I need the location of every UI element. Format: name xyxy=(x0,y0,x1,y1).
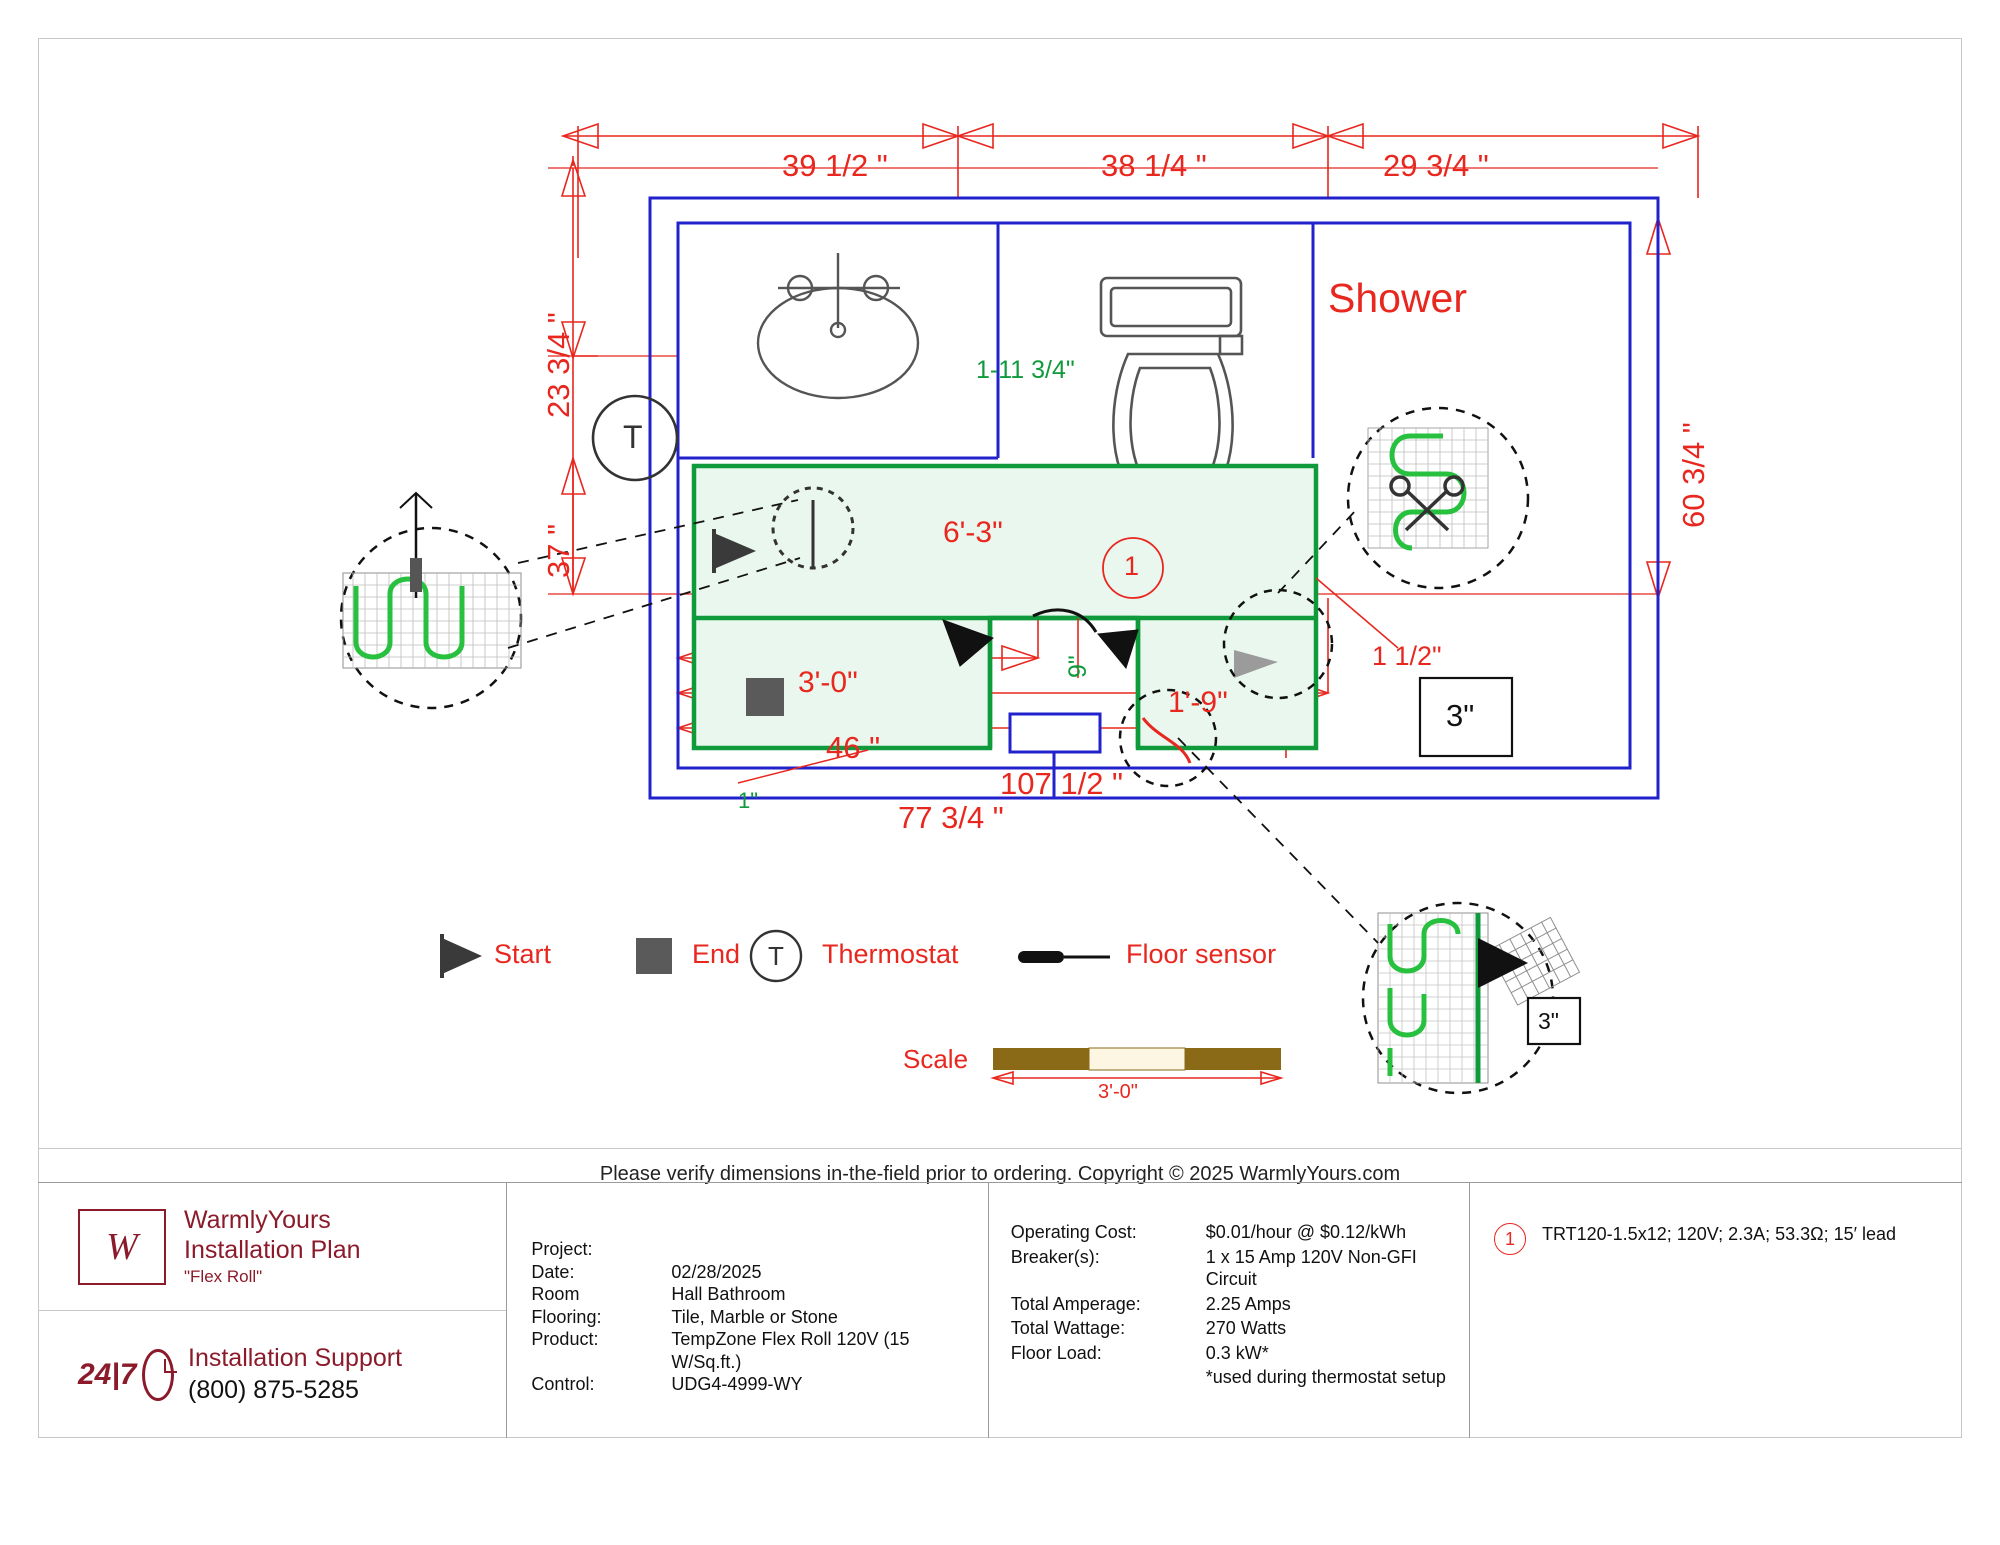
detail-box-bottom-label: 3" xyxy=(1538,1008,1559,1034)
dim-bottom-2: 107 1/2 " xyxy=(1000,766,1124,801)
electrical-key: Floor Load: xyxy=(1010,1342,1102,1363)
project-row xyxy=(531,1373,987,1396)
dim-bottom-3: 77 3/4 " xyxy=(898,800,1004,835)
floor-plan-svg xyxy=(38,38,1962,1148)
project-row xyxy=(531,1306,987,1329)
electrical-table xyxy=(989,1183,1469,1389)
project-key: Room xyxy=(531,1284,580,1304)
dim-left-1: 23 3/4 " xyxy=(541,312,576,418)
title-block-project-column xyxy=(507,1183,988,1438)
support-block xyxy=(38,1311,506,1438)
thermostat-symbol-label: T xyxy=(623,419,643,455)
title-block-electrical-column xyxy=(989,1183,1470,1438)
electrical-value: *used during thermostat setup xyxy=(1205,1367,1446,1387)
legend-start-label: Start xyxy=(494,939,552,969)
legend-thermostat-symbol: T xyxy=(768,941,784,971)
electrical-value: 0.3 kW* xyxy=(1205,1342,1269,1363)
support-title: Installation Support xyxy=(188,1344,403,1372)
electrical-key: Operating Cost: xyxy=(1010,1222,1137,1242)
project-key: Control: xyxy=(531,1374,595,1394)
legend-thermostat-label: Thermostat xyxy=(822,939,959,969)
support-badge-text: 24|7 xyxy=(78,1357,137,1391)
warmlyyours-logo-icon: W xyxy=(78,1209,166,1285)
dim-left-2: 37 " xyxy=(541,523,576,578)
electrical-key xyxy=(1011,1366,1206,1389)
brand-subtitle: "Flex Roll" xyxy=(184,1267,263,1286)
electrical-key: Total Wattage: xyxy=(1010,1318,1126,1338)
support-phone[interactable]: (800) 875-5285 xyxy=(188,1376,359,1404)
electrical-value: 270 Watts xyxy=(1205,1318,1287,1338)
product-legend-number: 1 xyxy=(1494,1223,1526,1255)
dim-bottom-1: 46 " xyxy=(826,730,881,765)
product-legend-description: TRT120-1.5x12; 120V; 2.3A; 53.3Ω; 15′ lead xyxy=(1541,1224,1897,1244)
callout-1-number: 1 xyxy=(1124,551,1140,581)
detail-bubble-cut xyxy=(1348,408,1528,588)
title-block xyxy=(38,1182,1962,1438)
support-247-icon xyxy=(78,1344,174,1406)
scale-label: Scale xyxy=(903,1044,969,1074)
detail-box-right-label: 3" xyxy=(1446,698,1475,733)
electrical-row xyxy=(1011,1342,1469,1365)
brand-title-line1: WarmlyYours xyxy=(184,1206,331,1234)
project-value: TempZone Flex Roll 120V (15 W/Sq.ft.) xyxy=(671,1329,910,1372)
legend-floor-sensor-label: Floor sensor xyxy=(1126,939,1277,969)
dim-top-3: 29 3/4 " xyxy=(1383,148,1489,183)
title-block-brand-column xyxy=(38,1183,507,1438)
project-row xyxy=(531,1238,987,1261)
electrical-key: Total Amperage: xyxy=(1010,1293,1141,1314)
project-key: Flooring: xyxy=(531,1306,602,1327)
project-row xyxy=(531,1261,987,1284)
project-row xyxy=(531,1328,987,1373)
project-value xyxy=(671,1238,931,1261)
project-value: 02/28/2025 xyxy=(671,1261,762,1282)
disclaimer-text: Please verify dimensions in-the-field prior to ordering. Copyright © 2025 WarmlyYours.com xyxy=(38,1148,1962,1199)
electrical-value: 1 x 15 Amp 120V Non-GFI Circuit xyxy=(1205,1246,1417,1289)
mat-width-label: 3'-0" xyxy=(798,666,858,699)
floor-plan-drawing xyxy=(38,38,1962,1148)
brand-title-line2: Installation Plan xyxy=(184,1235,361,1264)
green-dim-3: 1" xyxy=(738,788,759,813)
product-legend-row xyxy=(1470,1183,1962,1255)
end-symbol-plan xyxy=(746,678,784,716)
detail-bubble-left xyxy=(341,493,521,708)
clock-icon xyxy=(142,1349,174,1401)
electrical-value: $0.01/hour @ $0.12/kWh xyxy=(1205,1222,1407,1242)
shower-label: Shower xyxy=(1328,275,1468,321)
electrical-row xyxy=(1011,1246,1469,1291)
electrical-row xyxy=(1011,1366,1469,1389)
brand-block xyxy=(38,1183,506,1311)
callout-spacing-label: 1 1/2" xyxy=(1372,641,1442,671)
project-value: Hall Bathroom xyxy=(671,1284,786,1304)
project-key: Project: xyxy=(531,1239,593,1259)
electrical-row xyxy=(1011,1293,1469,1316)
green-dim-2: 9" xyxy=(1064,655,1092,678)
scale-bar xyxy=(993,1048,1281,1084)
detail-bubble-bottom-right xyxy=(1363,903,1580,1093)
legend-end-label: End xyxy=(692,939,741,969)
project-value: Tile, Marble or Stone xyxy=(671,1306,838,1327)
electrical-row xyxy=(1011,1221,1469,1244)
electrical-row xyxy=(1011,1317,1469,1340)
project-value: UDG4-4999-WY xyxy=(671,1374,803,1394)
scale-value: 3'-0" xyxy=(1098,1081,1138,1103)
mat-length-label: 6'-3" xyxy=(943,516,1003,549)
mat-sub-label: 1'-9" xyxy=(1168,686,1228,719)
electrical-value: 2.25 Amps xyxy=(1205,1293,1291,1314)
project-row xyxy=(531,1283,987,1306)
dim-right-1: 60 3/4 " xyxy=(1676,422,1711,528)
green-dim-1: 1-11 3/4" xyxy=(976,356,1075,384)
project-key: Date: xyxy=(531,1261,575,1282)
project-table xyxy=(507,1183,987,1396)
dim-top-1: 39 1/2 " xyxy=(782,148,888,183)
project-key: Product: xyxy=(531,1329,599,1349)
title-block-product-column xyxy=(1470,1183,1962,1438)
dim-top-2: 38 1/4 " xyxy=(1101,148,1207,183)
electrical-key: Breaker(s): xyxy=(1010,1246,1100,1267)
